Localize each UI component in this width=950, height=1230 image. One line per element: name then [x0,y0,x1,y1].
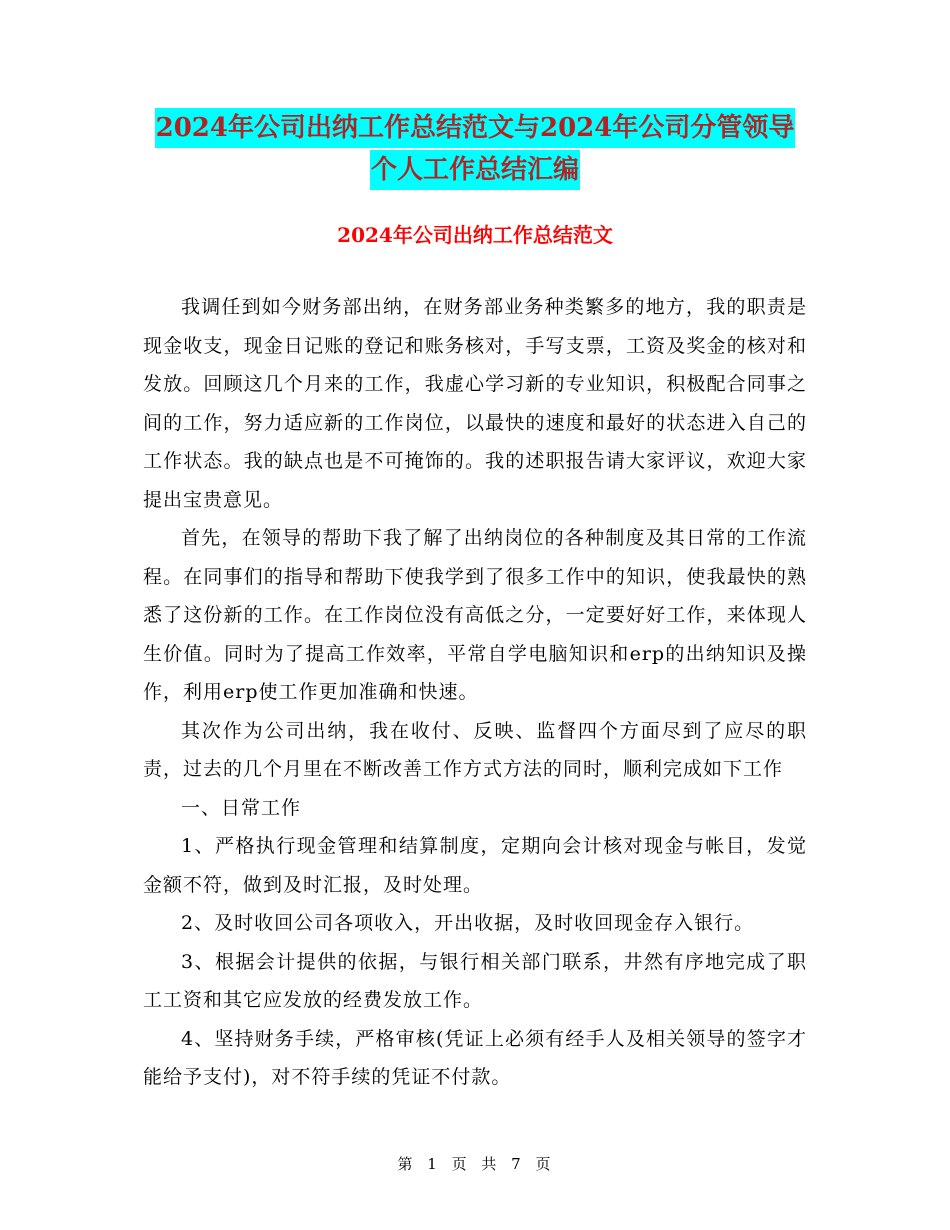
list-item: 4、坚持财务手续，严格审核(凭证上必须有经手人及相关领导的签字才能给予支付)，对不符手续的凭证不付款。 [143,1027,807,1088]
paragraph: 其次作为公司出纳，我在收付、反映、监督四个方面尽到了应尽的职责，过去的几个月里在不断改善工作方式方法的同时，顺利完成如下工作 [143,719,807,780]
paragraph: 首先，在领导的帮助下我了解了出纳岗位的各种制度及其日常的工作流程。在同事们的指导和帮助下使我学到了很多工作中的知识，使我最快的熟悉了这份新的工作。在工作岗位没有高低之分，一定要好好工作，来体现人生价值。同时为了提高工作效率，平常自学电脑知识和erp的出纳知识及操作，利用erp使工作更加准确和快速。 [143,527,807,703]
document-body [143,288,807,1097]
paragraph: 我调任到如今财务部出纳，在财务部业务种类繁多的地方，我的职责是现金收支，现金日记账的登记和账务核对，手写支票，工资及奖金的核对和发放。回顾这几个月来的工作，我虚心学习新的专业知识，积极配合同事之间的工作，努力适应新的工作岗位，以最快的速度和最好的状态进入自己的工作状态。我的缺点也是不可掩饰的。我的述职报告请大家评议，欢迎大家提出宝贵意见。 [143,296,807,511]
document-title [0,108,950,190]
list-item: 1、严格执行现金管理和结算制度，定期向会计核对现金与帐目，发觉金额不符，做到及时汇报，及时处理。 [143,835,807,896]
section-heading: 一、日常工作 [181,796,302,819]
page-number-footer: 第 1 页 共 7 页 [397,1155,553,1173]
section-subtitle: 2024年公司出纳工作总结范文 [337,223,613,247]
document-title-line-2: 个人工作总结汇编 [370,150,580,190]
list-item: 2、及时收回公司各项收入，开出收据，及时收回现金存入银行。 [181,912,755,934]
list-item: 3、根据会计提供的依据，与银行相关部门联系，井然有序地完成了职工工资和其它应发放的经费发放工作。 [143,950,807,1011]
document-title-line-1: 2024年公司出纳工作总结范文与2024年公司分管领导 [155,108,796,148]
